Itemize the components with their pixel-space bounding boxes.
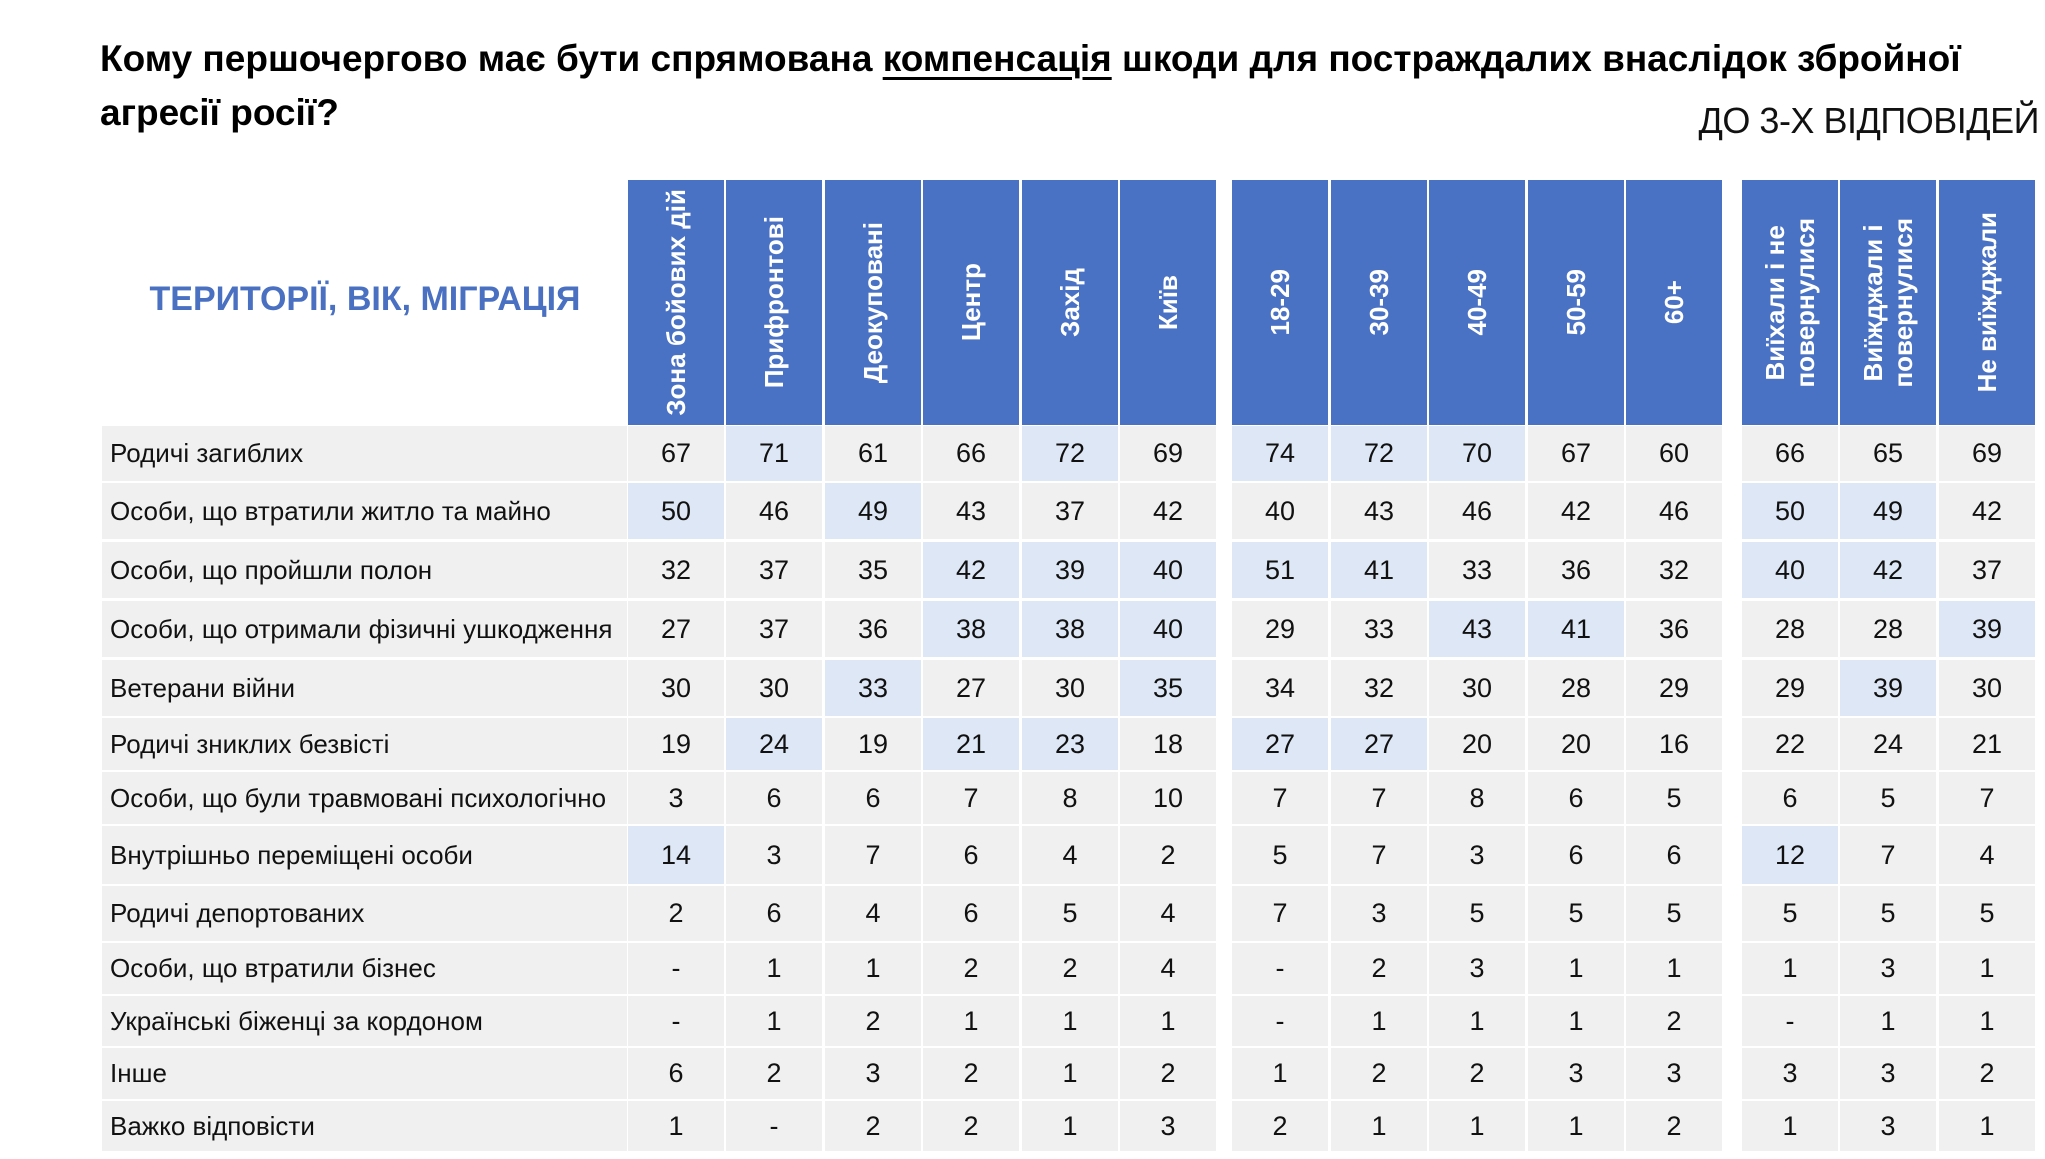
table-cell: 36 <box>825 601 921 657</box>
table-cell: 1 <box>1626 943 1722 994</box>
table-cell: 41 <box>1331 542 1427 598</box>
column-header <box>923 180 1019 425</box>
column-header-label: Виїхали і не повернулися <box>1760 217 1820 388</box>
table-cell: 1 <box>1528 1101 1624 1151</box>
table-cell: 72 <box>1331 426 1427 481</box>
table-cell: 1 <box>1022 996 1118 1046</box>
column-header <box>1939 180 2035 425</box>
table-cell: 37 <box>1022 483 1118 539</box>
row-label: Внутрішньо переміщені особи <box>102 826 627 884</box>
table-cell: 5 <box>1626 886 1722 941</box>
table-cell: 18 <box>1120 718 1216 770</box>
table-cell: 37 <box>726 601 822 657</box>
table-cell: 30 <box>1022 660 1118 716</box>
table-cell: 6 <box>1742 772 1838 824</box>
table-cell: 8 <box>1429 772 1525 824</box>
table-cell: 3 <box>726 826 822 884</box>
table-cell: 30 <box>726 660 822 716</box>
table-cell: 1 <box>1742 943 1838 994</box>
table-cell: 6 <box>825 772 921 824</box>
table-cell: 1 <box>1232 1048 1328 1099</box>
table-cell: 39 <box>1022 542 1118 598</box>
column-header <box>726 180 822 425</box>
row-label: Особи, що пройшли полон <box>102 542 627 598</box>
table-cell: 3 <box>825 1048 921 1099</box>
table-cell: 19 <box>825 718 921 770</box>
title-before: Кому першочергово має бути спрямована <box>100 38 883 79</box>
table-cell: 1 <box>1939 1101 2035 1151</box>
table-cell: 33 <box>1331 601 1427 657</box>
table-cell: 23 <box>1022 718 1118 770</box>
table-cell: 42 <box>1939 483 2035 539</box>
table-cell: 3 <box>1840 1048 1936 1099</box>
table-cell: 5 <box>1232 826 1328 884</box>
table-cell: 2 <box>1429 1048 1525 1099</box>
table-cell: 2 <box>1232 1101 1328 1151</box>
column-header-label: Захід <box>1055 268 1085 337</box>
table-cell: 2 <box>726 1048 822 1099</box>
table-cell: - <box>1742 996 1838 1046</box>
column-header-label: Зона бойових дій <box>661 189 691 416</box>
table-cell: 6 <box>923 886 1019 941</box>
table-cell: 6 <box>726 772 822 824</box>
column-header-label: 50-59 <box>1561 269 1591 336</box>
table-cell: 43 <box>1331 483 1427 539</box>
table-cell: 32 <box>628 542 724 598</box>
table-cell: 40 <box>1742 542 1838 598</box>
table-cell: 65 <box>1840 426 1936 481</box>
table-cell: 37 <box>726 542 822 598</box>
table-cell: 46 <box>1429 483 1525 539</box>
table-cell: - <box>628 943 724 994</box>
table-cell: 66 <box>923 426 1019 481</box>
row-label: Українські біженці за кордоном <box>102 996 627 1046</box>
table-cell: 3 <box>1331 886 1427 941</box>
table-cell: 70 <box>1429 426 1525 481</box>
table-cell: 6 <box>923 826 1019 884</box>
table-cell: 38 <box>1022 601 1118 657</box>
table-cell: 35 <box>1120 660 1216 716</box>
table-cell: 30 <box>1429 660 1525 716</box>
table-cell: 39 <box>1840 660 1936 716</box>
table-cell: 3 <box>1120 1101 1216 1151</box>
row-label: Особи, що втратили бізнес <box>102 943 627 994</box>
table-cell: 42 <box>923 542 1019 598</box>
column-header-label: 40-49 <box>1462 269 1492 336</box>
column-header <box>1120 180 1216 425</box>
table-cell: 21 <box>1939 718 2035 770</box>
table-cell: 5 <box>1840 772 1936 824</box>
table-cell: 5 <box>1429 886 1525 941</box>
table-cell: 40 <box>1232 483 1328 539</box>
table-cell: 42 <box>1840 542 1936 598</box>
column-header-label: Деокуповані <box>858 221 888 384</box>
table-cell: 71 <box>726 426 822 481</box>
table-cell: 51 <box>1232 542 1328 598</box>
column-header-label: Виїжджали і повернулися <box>1858 217 1918 388</box>
table-cell: 7 <box>1840 826 1936 884</box>
table-cell: 27 <box>1232 718 1328 770</box>
column-header-label: Центр <box>956 263 986 342</box>
table-cell: 7 <box>1331 826 1427 884</box>
column-header <box>1429 180 1525 425</box>
table-cell: 42 <box>1528 483 1624 539</box>
table-cell: 10 <box>1120 772 1216 824</box>
column-header <box>628 180 724 425</box>
table-cell: 7 <box>1232 886 1328 941</box>
table-cell: 2 <box>825 996 921 1046</box>
table-row <box>0 426 2045 481</box>
table-cell: 24 <box>1840 718 1936 770</box>
column-header <box>1331 180 1427 425</box>
table-cell: 19 <box>628 718 724 770</box>
table-row <box>0 772 2045 824</box>
table-row <box>0 483 2045 539</box>
table-row <box>0 542 2045 598</box>
table-cell: 35 <box>825 542 921 598</box>
table-cell: 14 <box>628 826 724 884</box>
table-cell: 5 <box>1840 886 1936 941</box>
table-cell: 42 <box>1120 483 1216 539</box>
table-cell: 1 <box>1331 1101 1427 1151</box>
table-cell: 40 <box>1120 601 1216 657</box>
table-cell: - <box>628 996 724 1046</box>
table-cell: 2 <box>1022 943 1118 994</box>
title-after: шкоди для постраждалих внаслідок збройної агресії росії? <box>100 38 1961 133</box>
column-header <box>1232 180 1328 425</box>
table-cell: 6 <box>726 886 822 941</box>
table-cell: 1 <box>1742 1101 1838 1151</box>
table-cell: 2 <box>1939 1048 2035 1099</box>
row-label: Родичі загиблих <box>102 426 627 481</box>
table-cell: 3 <box>1742 1048 1838 1099</box>
row-label: Важко відповісти <box>102 1101 627 1151</box>
table-cell: 67 <box>628 426 724 481</box>
table-cell: 2 <box>1626 1101 1722 1151</box>
table-cell: 3 <box>1528 1048 1624 1099</box>
table-cell: 2 <box>628 886 724 941</box>
table-cell: 3 <box>1429 943 1525 994</box>
column-header-label: 60+ <box>1659 280 1689 325</box>
table-cell: 4 <box>1120 943 1216 994</box>
table-cell: 28 <box>1528 660 1624 716</box>
table-cell: 1 <box>1528 996 1624 1046</box>
column-header <box>1022 180 1118 425</box>
table-cell: - <box>1232 996 1328 1046</box>
row-label: Родичі депортованих <box>102 886 627 941</box>
table-cell: 27 <box>923 660 1019 716</box>
row-label: Інше <box>102 1048 627 1099</box>
table-cell: 5 <box>1528 886 1624 941</box>
table-cell: 5 <box>1939 886 2035 941</box>
table-row <box>0 1101 2045 1151</box>
table-cell: 49 <box>1840 483 1936 539</box>
table-cell: 69 <box>1939 426 2035 481</box>
table-cell: 1 <box>1939 943 2035 994</box>
table-cell: 3 <box>1429 826 1525 884</box>
table-row <box>0 943 2045 994</box>
table-row <box>0 660 2045 716</box>
table-cell: 4 <box>1022 826 1118 884</box>
table-cell: 41 <box>1528 601 1624 657</box>
table-cell: 46 <box>1626 483 1722 539</box>
table-cell: 37 <box>1939 542 2035 598</box>
table-row <box>0 886 2045 941</box>
table-cell: 28 <box>1840 601 1936 657</box>
table-cell: 7 <box>1232 772 1328 824</box>
table-cell: 7 <box>1939 772 2035 824</box>
table-cell: 8 <box>1022 772 1118 824</box>
table-row <box>0 996 2045 1046</box>
table-cell: 50 <box>1742 483 1838 539</box>
table-cell: 1 <box>923 996 1019 1046</box>
row-label: Особи, що втратили житло та майно <box>102 483 627 539</box>
table-cell: 1 <box>1939 996 2035 1046</box>
table-cell: 1 <box>1022 1048 1118 1099</box>
column-header <box>1742 180 1838 425</box>
table-cell: 43 <box>1429 601 1525 657</box>
row-label: Особи, що були травмовані психологічно <box>102 772 627 824</box>
table-cell: 3 <box>1840 943 1936 994</box>
table-cell: 1 <box>1528 943 1624 994</box>
table-cell: 5 <box>1742 886 1838 941</box>
table-cell: 34 <box>1232 660 1328 716</box>
table-cell: 1 <box>628 1101 724 1151</box>
table-cell: 12 <box>1742 826 1838 884</box>
table-cell: 43 <box>923 483 1019 539</box>
table-cell: 20 <box>1528 718 1624 770</box>
table-cell: 2 <box>1331 943 1427 994</box>
table-cell: 32 <box>1331 660 1427 716</box>
column-headers <box>0 180 2045 425</box>
table-cell: 1 <box>1429 1101 1525 1151</box>
table-cell: 33 <box>825 660 921 716</box>
table-cell: 32 <box>1626 542 1722 598</box>
table-cell: 7 <box>1331 772 1427 824</box>
table-cell: 50 <box>628 483 724 539</box>
column-header <box>825 180 921 425</box>
table-cell: 5 <box>1626 772 1722 824</box>
table-cell: 7 <box>923 772 1019 824</box>
table-cell: 2 <box>1331 1048 1427 1099</box>
table-cell: 67 <box>1528 426 1624 481</box>
table-cell: 61 <box>825 426 921 481</box>
table-cell: 6 <box>1528 826 1624 884</box>
table-cell: 4 <box>1120 886 1216 941</box>
table-cell: 29 <box>1742 660 1838 716</box>
column-header-label: Прифронтові <box>759 216 789 389</box>
column-header-label: 18-29 <box>1265 269 1295 336</box>
table-row <box>0 1048 2045 1099</box>
table-cell: 30 <box>628 660 724 716</box>
table-cell: 28 <box>1742 601 1838 657</box>
table-cell: 4 <box>1939 826 2035 884</box>
table-cell: 2 <box>1626 996 1722 1046</box>
column-header <box>1840 180 1936 425</box>
column-header-label: Не виїжджали <box>1972 212 2002 393</box>
table-cell: 66 <box>1742 426 1838 481</box>
table-cell: 30 <box>1939 660 2035 716</box>
table-row <box>0 826 2045 884</box>
table-row <box>0 718 2045 770</box>
table-cell: 3 <box>1626 1048 1722 1099</box>
table-cell: 1 <box>726 996 822 1046</box>
table-cell: - <box>1232 943 1328 994</box>
column-header <box>1528 180 1624 425</box>
row-label: Особи, що отримали фізичні ушкодження <box>102 601 627 657</box>
table-cell: 27 <box>628 601 724 657</box>
table-cell: 69 <box>1120 426 1216 481</box>
table-cell: 1 <box>1429 996 1525 1046</box>
table-cell: 74 <box>1232 426 1328 481</box>
row-label: Родичі зниклих безвісті <box>102 718 627 770</box>
table-cell: 3 <box>1840 1101 1936 1151</box>
table-cell: 1 <box>1840 996 1936 1046</box>
table-cell: 2 <box>923 943 1019 994</box>
table-cell: 2 <box>825 1101 921 1151</box>
table-cell: 4 <box>825 886 921 941</box>
table-cell: 6 <box>1626 826 1722 884</box>
table-cell: 6 <box>628 1048 724 1099</box>
table-cell: 49 <box>825 483 921 539</box>
table-cell: 5 <box>1022 886 1118 941</box>
table-cell: 2 <box>923 1048 1019 1099</box>
row-label: Ветерани війни <box>102 660 627 716</box>
table-cell: 60 <box>1626 426 1722 481</box>
column-header-label: 30-39 <box>1364 269 1394 336</box>
table-cell: 1 <box>825 943 921 994</box>
column-header-label: Київ <box>1153 274 1183 331</box>
table-cell: 7 <box>825 826 921 884</box>
subtitle: ДО 3-Х ВІДПОВІДЕЙ <box>1698 100 2039 141</box>
table-cell: 36 <box>1528 542 1624 598</box>
title-underlined-word: компенсація <box>882 38 1112 79</box>
table-cell: 6 <box>1528 772 1624 824</box>
table-cell: 29 <box>1626 660 1722 716</box>
table-cell: 72 <box>1022 426 1118 481</box>
column-header <box>1626 180 1722 425</box>
table-cell: 2 <box>1120 826 1216 884</box>
table-cell: 40 <box>1120 542 1216 598</box>
table-cell: 38 <box>923 601 1019 657</box>
table-cell: 2 <box>923 1101 1019 1151</box>
table-cell: 39 <box>1939 601 2035 657</box>
table-cell: 21 <box>923 718 1019 770</box>
section-label: ТЕРИТОРІЇ, ВІК, МІГРАЦІЯ <box>149 280 581 318</box>
table-cell: 20 <box>1429 718 1525 770</box>
table-cell: 1 <box>1022 1101 1118 1151</box>
table-cell: 1 <box>1120 996 1216 1046</box>
table-cell: 33 <box>1429 542 1525 598</box>
table-cell: 16 <box>1626 718 1722 770</box>
table-cell: 2 <box>1120 1048 1216 1099</box>
table-cell: 3 <box>628 772 724 824</box>
table-cell: 1 <box>726 943 822 994</box>
table-cell: 1 <box>1331 996 1427 1046</box>
table-cell: 24 <box>726 718 822 770</box>
table-cell: - <box>726 1101 822 1151</box>
table-row <box>0 601 2045 657</box>
table-cell: 46 <box>726 483 822 539</box>
table-cell: 36 <box>1626 601 1722 657</box>
table-cell: 22 <box>1742 718 1838 770</box>
table-cell: 29 <box>1232 601 1328 657</box>
table-cell: 27 <box>1331 718 1427 770</box>
